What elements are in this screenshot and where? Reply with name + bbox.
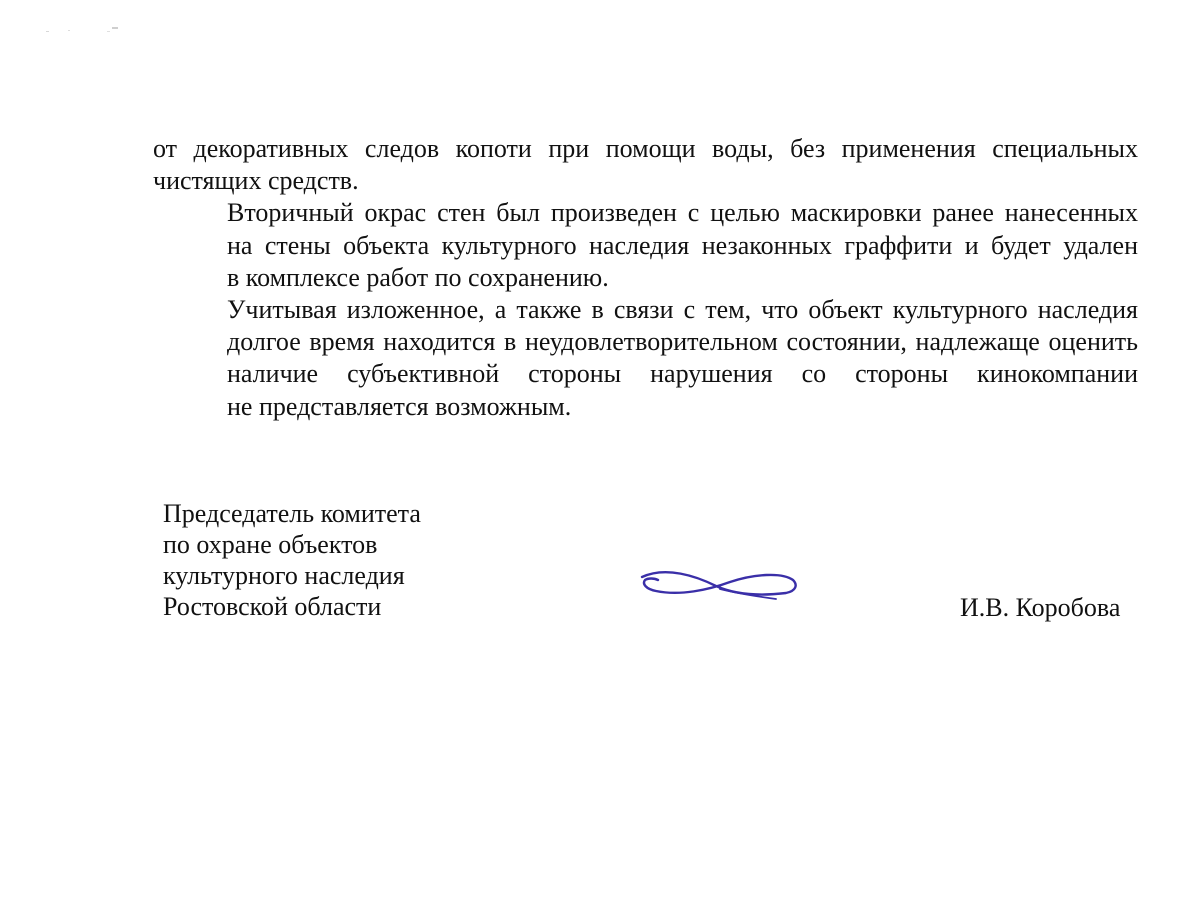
position-line: Ростовской области [163, 592, 382, 621]
paragraph-line: Учитывая изложенное, а также в связи с тем, что объект культурного наследия [227, 295, 1138, 325]
handwritten-signature [636, 560, 801, 605]
signatory-position [163, 498, 421, 622]
signer-name: И.В. Коробова [960, 593, 1121, 622]
paragraph-line: Вторичный окрас стен был произведен с целью маскировки ранее нанесенных [227, 198, 1138, 228]
letter-body [153, 133, 1138, 423]
paragraph-line: на стены объекта культурного наследия незаконных граффити и будет удален [227, 230, 1138, 260]
paragraph-line: не представляется возможным. [227, 391, 572, 421]
paragraph-3 [153, 294, 1138, 423]
paragraph-line: долгое время находится в неудовлетворительном состоянии, надлежаще оценить [227, 327, 1138, 357]
paragraph-line: наличие субъективной стороны нарушения со стороны кинокомпании [227, 359, 1138, 389]
paragraph-line: от декоративных следов копоти при помощи воды, без применения специальных [153, 134, 1138, 163]
paragraph-2 [153, 197, 1138, 294]
position-line: Председатель комитета [163, 499, 421, 528]
signature-stroke [642, 572, 796, 594]
scan-artifact [40, 24, 140, 40]
position-line: по охране объектов [163, 530, 378, 559]
paragraph-line: в комплексе работ по сохранению. [227, 262, 609, 292]
position-line: культурного наследия [163, 561, 405, 590]
paragraph-line: чистящих средств. [153, 166, 359, 196]
paragraph-1 [153, 133, 1138, 197]
